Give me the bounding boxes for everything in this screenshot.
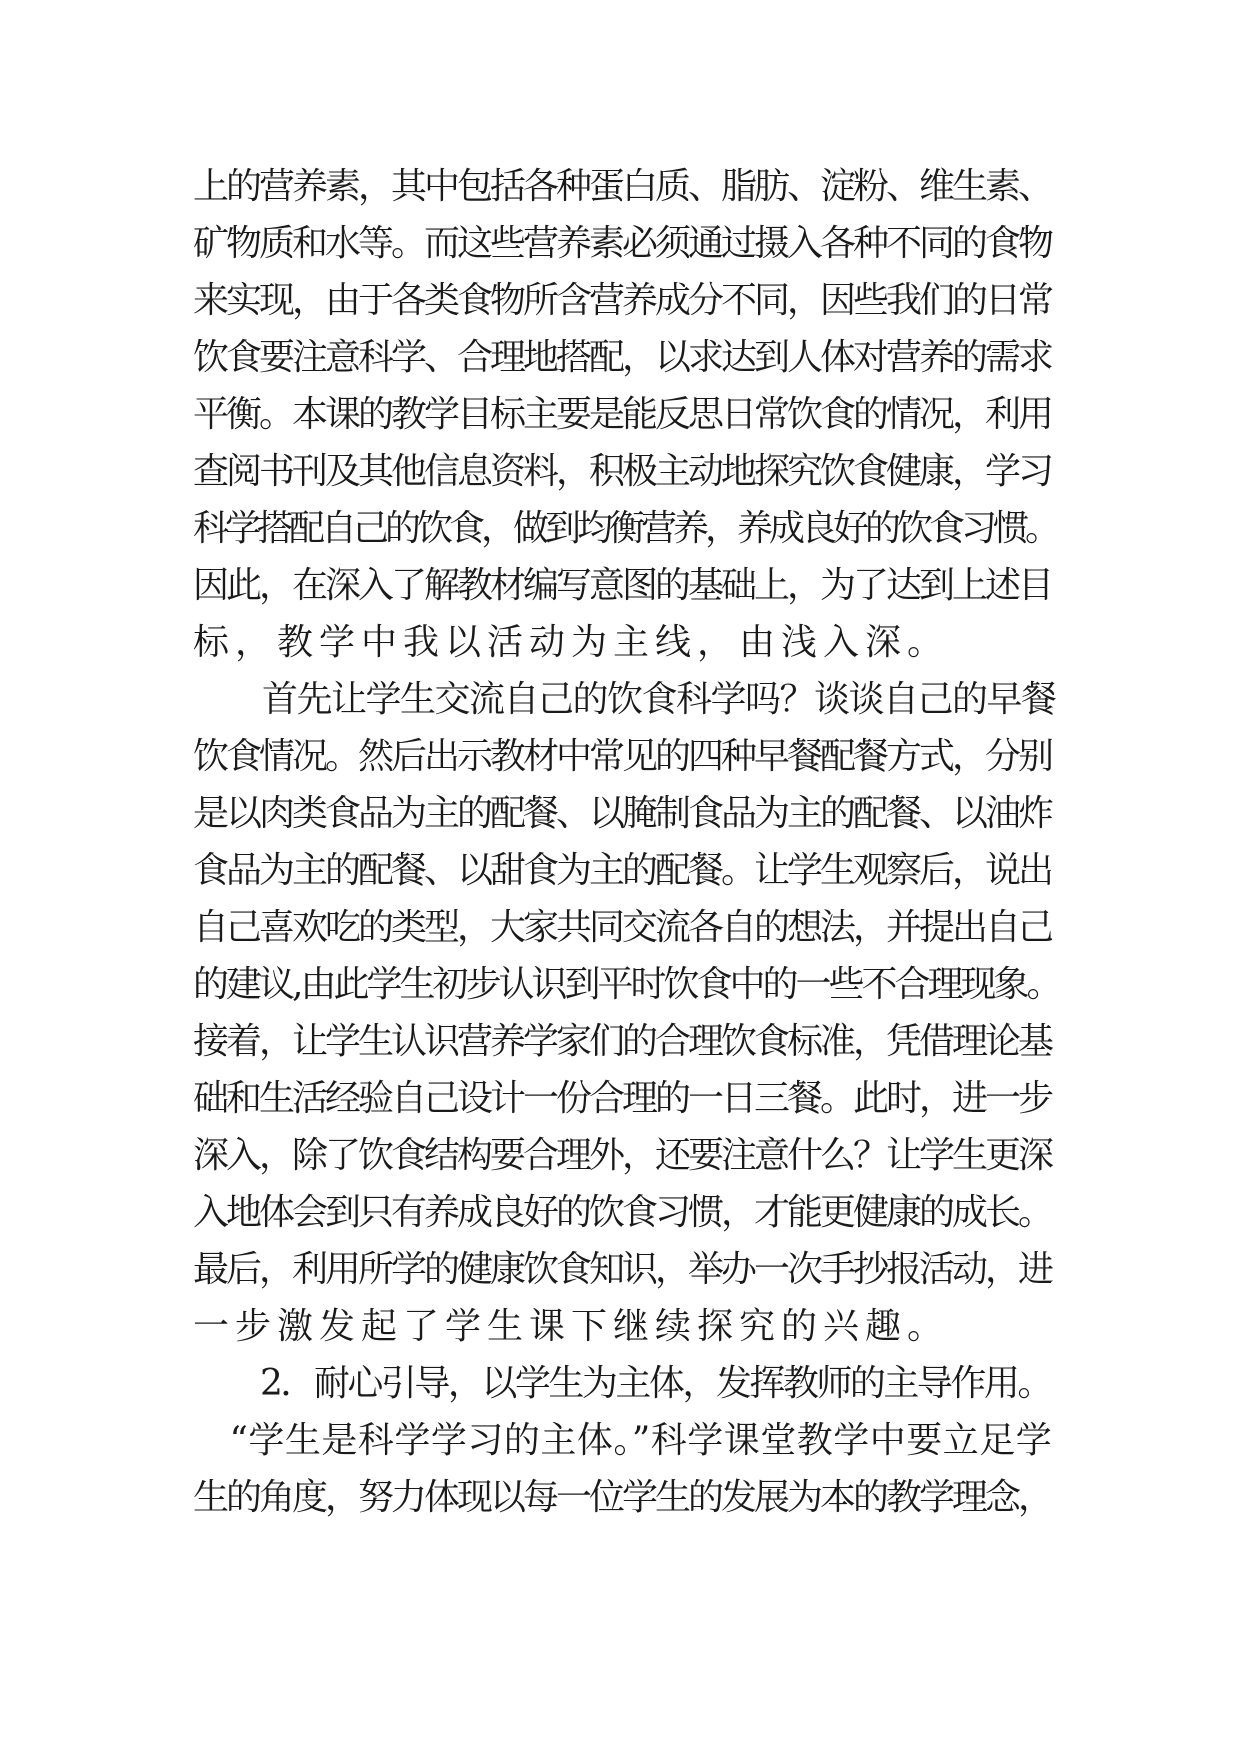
text-line: 科学搭配自己的饮食，做到均衡营养，养成良好的饮食习惯。 xyxy=(193,508,1058,549)
text-line: 食品为主的配餐、以甜食为主的配餐。让学生观察后，说出 xyxy=(193,850,1052,891)
text-line: 首先让学生交流自己的饮食科学吗？谈谈自己的早餐 xyxy=(193,679,1056,720)
text-line: 平衡。本课的教学目标主要是能反思日常饮食的情况，利用 xyxy=(193,394,1052,435)
text-line: “学生是科学学习的主体。”科学课堂教学中要立足学 xyxy=(193,1420,1053,1461)
text-line: 最后，利用所学的健康饮食知识，举办一次手抄报活动，进 xyxy=(193,1249,1052,1290)
text-line: 标，教学中我以活动为主线，由浅入深。 xyxy=(193,622,950,663)
text-line: 饮食要注意科学、合理地搭配，以求达到人体对营养的需求 xyxy=(193,337,1052,378)
text-line: 矿物质和水等。而这些营养素必须通过摄入各种不同的食物 xyxy=(193,223,1052,264)
text-line: 入地体会到只有养成良好的饮食习惯，才能更健康的成长。 xyxy=(193,1192,1052,1233)
text-line: 来实现，由于各类食物所含营养成分不同，因些我们的日常 xyxy=(193,280,1052,321)
text-line: 查阅书刊及其他信息资料，积极主动地探究饮食健康，学习 xyxy=(193,451,1052,492)
text-line: 础和生活经验自己设计一份合理的一日三餐。此时，进一步 xyxy=(193,1078,1052,1119)
text-line: 饮食情况。然后出示教材中常见的四种早餐配餐方式，分别 xyxy=(193,736,1052,777)
text-line: 自己喜欢吃的类型，大家共同交流各自的想法，并提出自己 xyxy=(193,907,1052,948)
text-line: 生的角度，努力体现以每一位学生的发展为本的教学理念， xyxy=(193,1477,1052,1518)
text-line: 深入，除了饮食结构要合理外，还要注意什么？让学生更深 xyxy=(193,1135,1052,1176)
text-line: 上的营养素，其中包括各种蛋白质、脂肪、淀粉、维生素、 xyxy=(193,166,1052,207)
text-line: 接着，让学生认识营养学家们的合理饮食标准，凭借理论基 xyxy=(193,1021,1052,1062)
body-text xyxy=(193,158,1063,1526)
text-line: 因此，在深入了解教材编写意图的基础上，为了达到上述目 xyxy=(193,565,1052,606)
text-line: 一步激发起了学生课下继续探究的兴趣。 xyxy=(193,1306,950,1347)
text-line: 的建议,由此学生初步认识到平时饮食中的一些不合理现象。 xyxy=(193,964,1060,1005)
text-line: 是以肉类食品为主的配餐、以腌制食品为主的配餐、以油炸 xyxy=(193,793,1052,834)
text-line: 2．耐心引导，以学生为主体，发挥教师的主导作用。 xyxy=(193,1363,1051,1404)
